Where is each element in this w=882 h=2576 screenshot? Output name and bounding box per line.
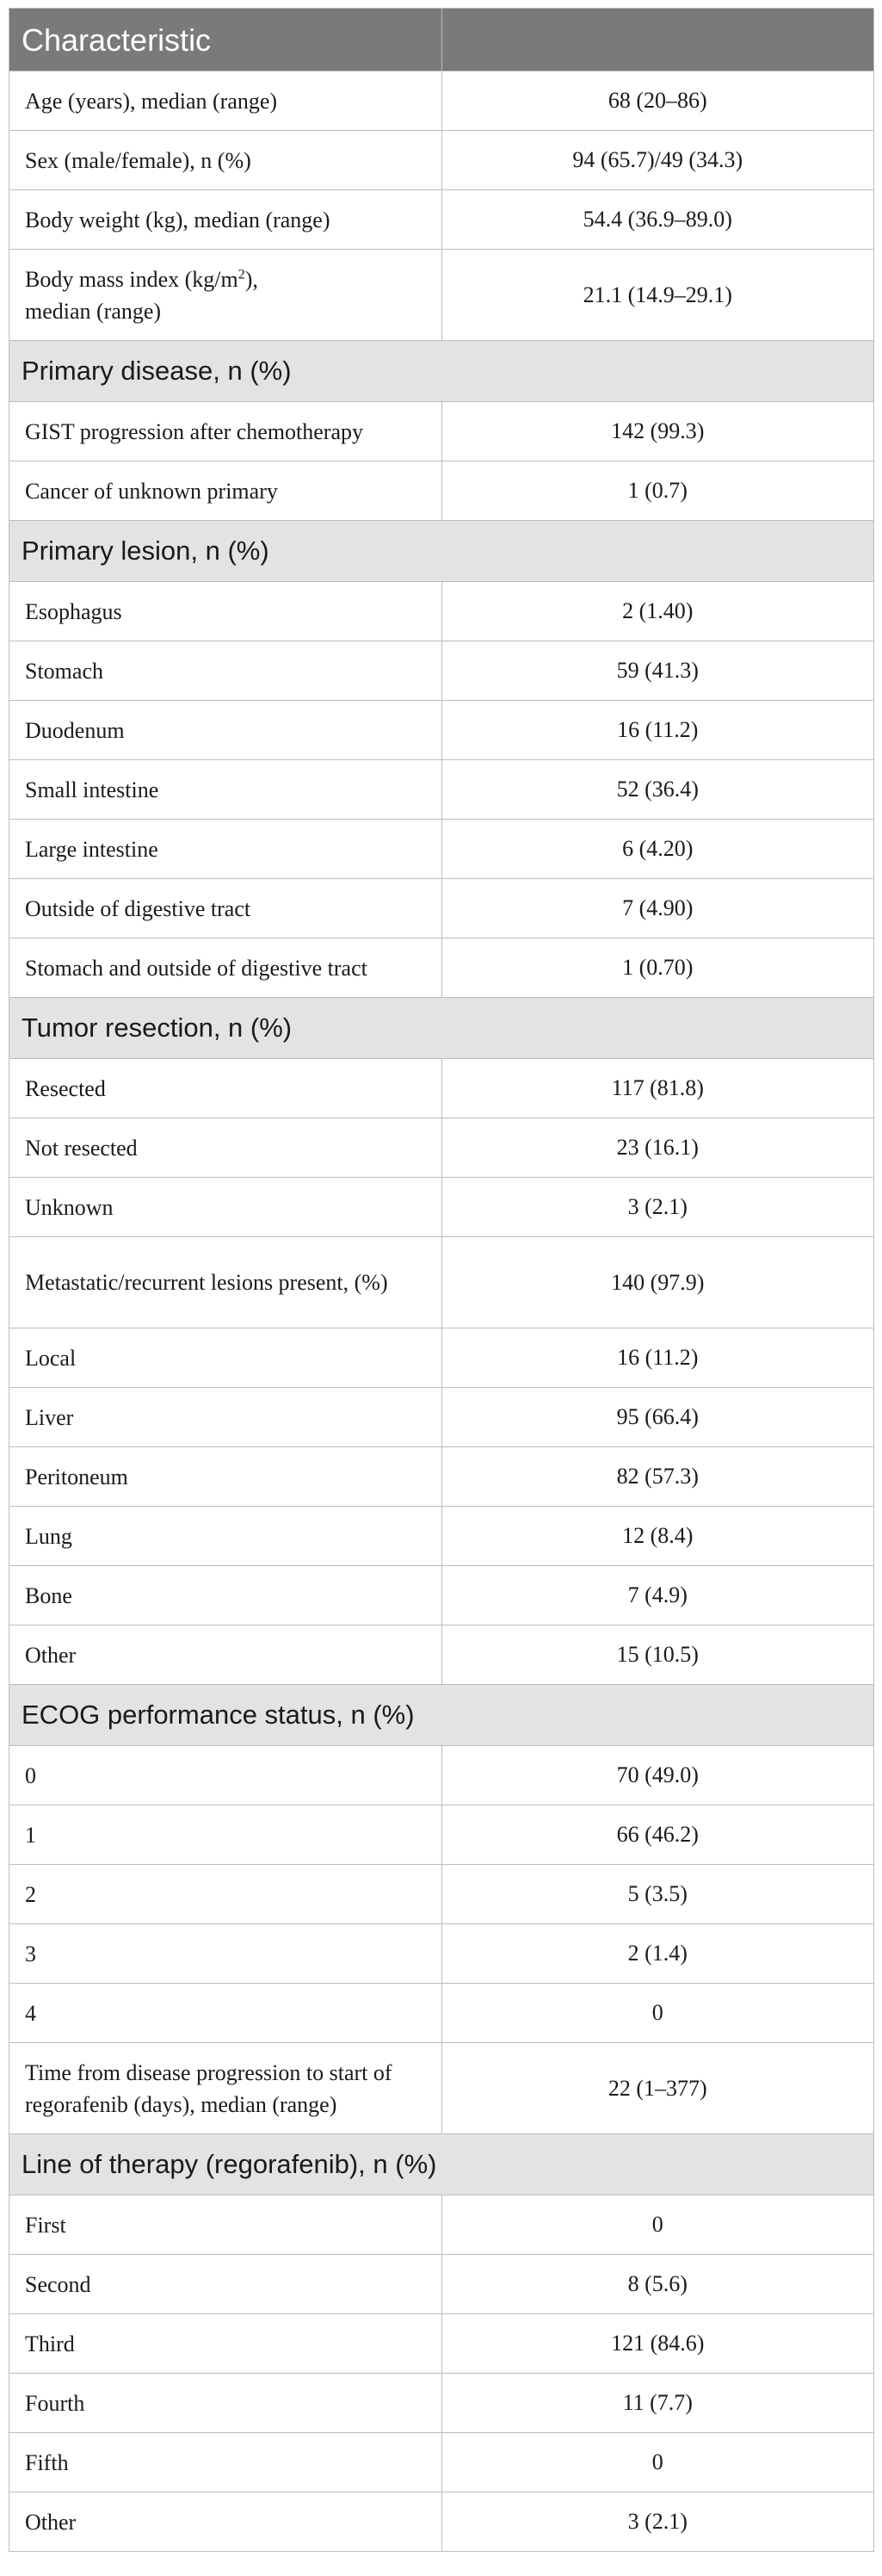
table-row xyxy=(9,1178,874,1237)
row-label: Not resected xyxy=(9,1118,442,1177)
row-label: Other xyxy=(9,2492,442,2551)
row-value: 16 (11.2) xyxy=(442,701,874,759)
row-label xyxy=(9,250,442,340)
row-label: Stomach xyxy=(9,641,442,700)
row-value: 94 (65.7)/49 (34.3) xyxy=(442,131,874,189)
row-label: Liver xyxy=(9,1388,442,1446)
row-value: 142 (99.3) xyxy=(442,402,874,461)
row-value: 23 (16.1) xyxy=(442,1118,874,1177)
table-row xyxy=(9,938,874,998)
row-label: Fourth xyxy=(9,2374,442,2432)
row-label: Age (years), median (range) xyxy=(9,71,442,130)
table-row xyxy=(9,2314,874,2374)
row-label-superscript: 2 xyxy=(237,266,245,282)
row-label: Lung xyxy=(9,1507,442,1565)
row-value: 1 (0.70) xyxy=(442,938,874,997)
row-label: Esophagus xyxy=(9,582,442,641)
row-value: 2 (1.40) xyxy=(442,582,874,641)
table-row xyxy=(9,2492,874,2552)
row-label: Peritoneum xyxy=(9,1447,442,1506)
section-title: Primary disease, n (%) xyxy=(22,356,292,386)
row-label: Fifth xyxy=(9,2433,442,2492)
table-row xyxy=(9,582,874,641)
row-label-text: Body mass index (kg/m xyxy=(25,266,238,292)
characteristics-table xyxy=(9,8,874,2552)
row-label: Duodenum xyxy=(9,701,442,759)
row-label: 2 xyxy=(9,1865,442,1923)
row-value: 11 (7.7) xyxy=(442,2374,874,2432)
row-label: Cancer of unknown primary xyxy=(9,461,442,520)
table-row xyxy=(9,1328,874,1388)
row-value: 59 (41.3) xyxy=(442,641,874,700)
row-label: Third xyxy=(9,2314,442,2373)
section-title: Line of therapy (regorafenib), n (%) xyxy=(22,2149,437,2179)
row-label: Other xyxy=(9,1625,442,1684)
row-value: 5 (3.5) xyxy=(442,1865,874,1923)
row-value: 0 xyxy=(442,2195,874,2254)
row-value: 7 (4.90) xyxy=(442,879,874,938)
row-value: 21.1 (14.9–29.1) xyxy=(442,250,874,340)
row-value: 12 (8.4) xyxy=(442,1507,874,1565)
table-row xyxy=(9,190,874,250)
table-row xyxy=(9,2043,874,2134)
row-label-line2: median (range) xyxy=(25,298,162,324)
row-value: 70 (49.0) xyxy=(442,1746,874,1805)
table-body xyxy=(9,71,874,2552)
header-value xyxy=(442,9,875,71)
row-value: 7 (4.9) xyxy=(442,1566,874,1625)
table-row xyxy=(9,879,874,938)
table-row xyxy=(9,1059,874,1118)
header-characteristic: Characteristic xyxy=(9,9,442,71)
section-header-row xyxy=(9,521,874,582)
row-label: Resected xyxy=(9,1059,442,1118)
table-row xyxy=(9,1388,874,1447)
row-value: 0 xyxy=(442,1984,874,2042)
table-header-row xyxy=(9,9,874,71)
table-row xyxy=(9,402,874,461)
row-label: 4 xyxy=(9,1984,442,2042)
section-title: Tumor resection, n (%) xyxy=(22,1012,293,1043)
row-label: 3 xyxy=(9,1924,442,1983)
row-value: 22 (1–377) xyxy=(442,2043,874,2133)
table-row xyxy=(9,701,874,760)
table-row xyxy=(9,1237,874,1328)
row-label-text-rest: ), xyxy=(244,266,258,292)
table-row xyxy=(9,641,874,701)
table-row xyxy=(9,1566,874,1625)
row-label: Small intestine xyxy=(9,760,442,819)
table-row xyxy=(9,250,874,341)
table-row xyxy=(9,1924,874,1984)
row-label: Outside of digestive tract xyxy=(9,879,442,938)
row-value: 3 (2.1) xyxy=(442,2492,874,2551)
table-row xyxy=(9,1746,874,1805)
row-label: 0 xyxy=(9,1746,442,1805)
row-value: 52 (36.4) xyxy=(442,760,874,819)
section-title: Primary lesion, n (%) xyxy=(22,536,269,566)
table-row xyxy=(9,2433,874,2492)
row-value: 8 (5.6) xyxy=(442,2255,874,2313)
row-label: Unknown xyxy=(9,1178,442,1236)
row-label: First xyxy=(9,2195,442,2254)
table-row xyxy=(9,2255,874,2314)
row-label: Second xyxy=(9,2255,442,2313)
row-value: 140 (97.9) xyxy=(442,1237,874,1328)
row-label: Stomach and outside of digestive tract xyxy=(9,938,442,997)
row-label: Local xyxy=(9,1328,442,1387)
table-row xyxy=(9,1625,874,1685)
table-row xyxy=(9,1118,874,1178)
table-row xyxy=(9,131,874,190)
row-value: 66 (46.2) xyxy=(442,1805,874,1864)
row-value: 121 (84.6) xyxy=(442,2314,874,2373)
table-row xyxy=(9,1507,874,1566)
row-value: 68 (20–86) xyxy=(442,71,874,130)
row-label: GIST progression after chemotherapy xyxy=(9,402,442,461)
row-value: 95 (66.4) xyxy=(442,1388,874,1446)
row-value: 3 (2.1) xyxy=(442,1178,874,1236)
row-label: Time from disease progression to start of regorafenib (days), median (range) xyxy=(9,2043,442,2133)
section-header-row xyxy=(9,1685,874,1746)
row-label: Large intestine xyxy=(9,820,442,878)
row-value: 16 (11.2) xyxy=(442,1328,874,1387)
section-header-row xyxy=(9,2134,874,2195)
table-row xyxy=(9,2195,874,2255)
row-value: 0 xyxy=(442,2433,874,2492)
table-row xyxy=(9,820,874,879)
row-label: Metastatic/recurrent lesions present, (%) xyxy=(9,1237,442,1328)
table-row xyxy=(9,760,874,820)
row-label: Bone xyxy=(9,1566,442,1625)
row-label: 1 xyxy=(9,1805,442,1864)
section-header-row xyxy=(9,341,874,402)
row-value: 15 (10.5) xyxy=(442,1625,874,1684)
row-value: 2 (1.4) xyxy=(442,1924,874,1983)
row-label: Sex (male/female), n (%) xyxy=(9,131,442,189)
table-row xyxy=(9,2374,874,2433)
table-row xyxy=(9,1865,874,1924)
section-title: ECOG performance status, n (%) xyxy=(22,1700,415,1730)
table-row xyxy=(9,1984,874,2043)
row-label: Body weight (kg), median (range) xyxy=(9,190,442,249)
row-value: 1 (0.7) xyxy=(442,461,874,520)
row-value: 117 (81.8) xyxy=(442,1059,874,1118)
table-row xyxy=(9,461,874,521)
table-row xyxy=(9,71,874,131)
table-row xyxy=(9,1447,874,1507)
row-value: 6 (4.20) xyxy=(442,820,874,878)
row-value: 82 (57.3) xyxy=(442,1447,874,1506)
table-row xyxy=(9,1805,874,1865)
section-header-row xyxy=(9,998,874,1059)
row-value: 54.4 (36.9–89.0) xyxy=(442,190,874,249)
